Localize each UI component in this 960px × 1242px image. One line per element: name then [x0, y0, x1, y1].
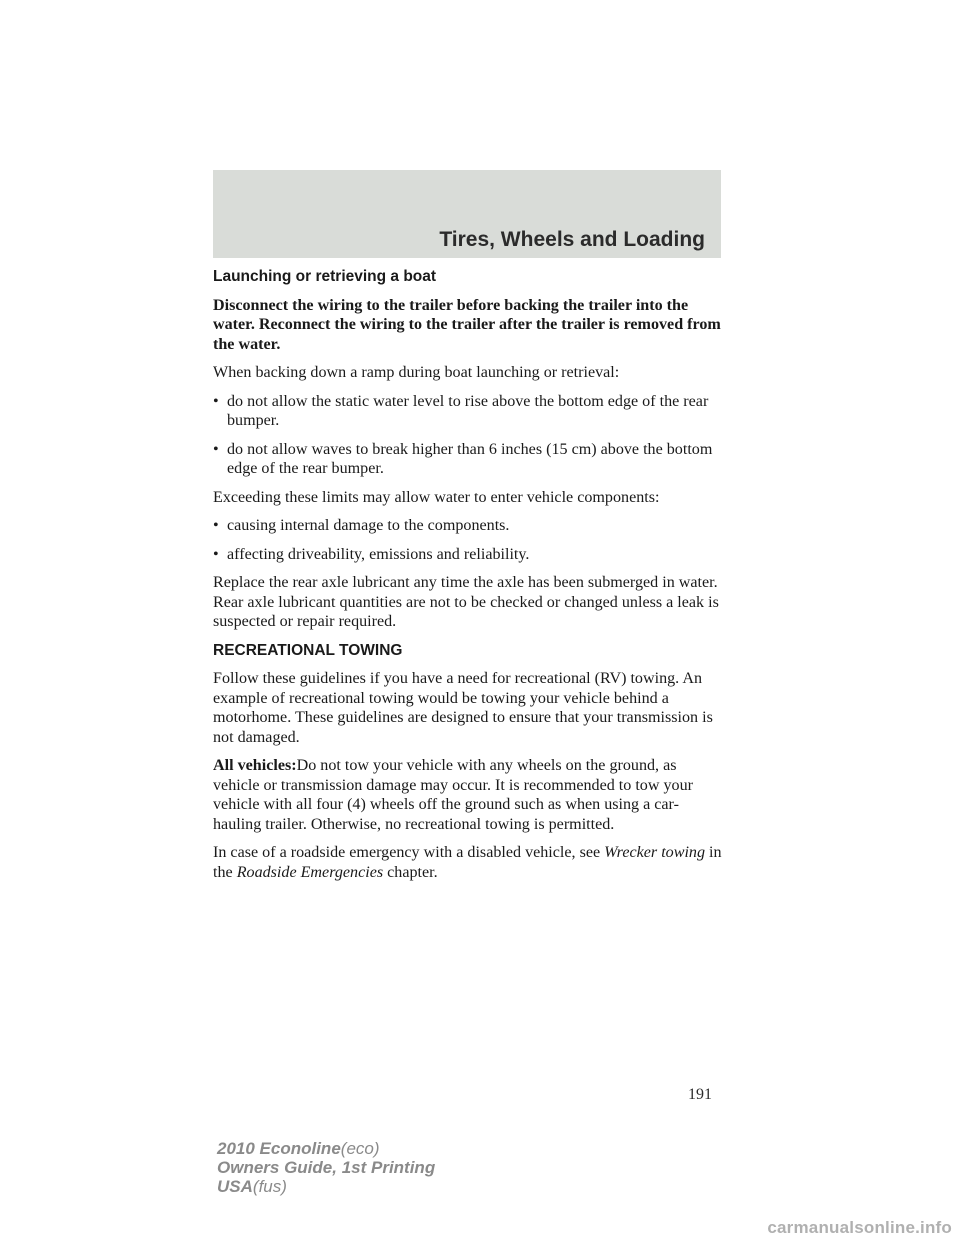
watermark: carmanualsonline.info: [767, 1218, 952, 1237]
list-item-text: do not allow waves to break higher than 6 inches (15 cm) above the bottom edge of the rear bumper.: [227, 440, 713, 477]
boat-warning: Disconnect the wiring to the trailer before backing the trailer into the water. Reconnect the wiring to the trailer after the trailer is removed from the water.: [213, 296, 721, 353]
footer-region: USA: [217, 1177, 253, 1196]
all-vehicles-paragraph: [213, 756, 725, 834]
roadside-emergencies-ref: Roadside Emergencies: [236, 863, 384, 881]
emergency-text-pre: In case of a roadside emergency with a disabled vehicle, see: [213, 844, 605, 861]
footer-model: 2010 Econoline: [217, 1139, 341, 1158]
emergency-paragraph: [213, 843, 725, 882]
section-header-band: [213, 170, 721, 258]
section-title: Tires, Wheels and Loading: [439, 228, 705, 251]
boat-heading: Launching or retrieving a boat: [213, 268, 437, 285]
list-item: [213, 516, 725, 536]
list-item-text: affecting driveability, emissions and reliability.: [227, 545, 530, 563]
footer-imprint: [217, 1139, 435, 1196]
bullet-icon: •: [213, 392, 219, 410]
list-item: [213, 392, 725, 431]
exceeding-text: Exceeding these limits may allow water to enter vehicle components:: [213, 488, 660, 506]
footer-line-model: [217, 1139, 435, 1158]
rv-heading: RECREATIONAL TOWING: [213, 641, 403, 659]
footer-line-region: [217, 1177, 435, 1196]
list-item-text: do not allow the static water level to rise above the bottom edge of the rear bumper.: [227, 392, 709, 429]
emergency-text-post: chapter.: [383, 863, 438, 881]
page-content: [213, 267, 725, 891]
footer-printing: Owners Guide, 1st Printing: [217, 1158, 436, 1177]
page-number: 191: [688, 1086, 712, 1103]
all-vehicles-text: Do not tow your vehicle with any wheels on the ground, as vehicle or transmission damage may occur. It is recommended to tow your vehicle with all four (4) wheels off the ground such as when using a car-hauling trailer. Otherwise, no recreational towing is permitted.: [213, 757, 693, 833]
footer-model-code: (eco): [340, 1139, 380, 1158]
wrecker-towing-ref: Wrecker towing: [604, 844, 706, 861]
bullet-icon: •: [213, 440, 219, 458]
list-item: [213, 545, 725, 565]
axle-text: Replace the rear axle lubricant any time the axle has been submerged in water. Rear axle lubricant quantities are not to be checked or changed unless a leak is suspected or repair required.: [213, 574, 719, 630]
rv-intro: Follow these guidelines if you have a need for recreational (RV) towing. An example of recreational towing would be towing your vehicle behind a motorhome. These guidelines are designed to ensure that your transmission is not damaged.: [213, 670, 713, 746]
boat-intro: When backing down a ramp during boat launching or retrieval:: [213, 364, 620, 381]
list-item-text: causing internal damage to the components.: [227, 517, 510, 534]
all-vehicles-label: All vehicles:: [213, 757, 297, 774]
list-item: [213, 440, 725, 479]
bullet-icon: •: [213, 517, 219, 534]
footer-region-code: (fus): [252, 1177, 287, 1196]
emergency-text-mid: in the: [213, 844, 722, 881]
bullet-icon: •: [213, 545, 219, 563]
